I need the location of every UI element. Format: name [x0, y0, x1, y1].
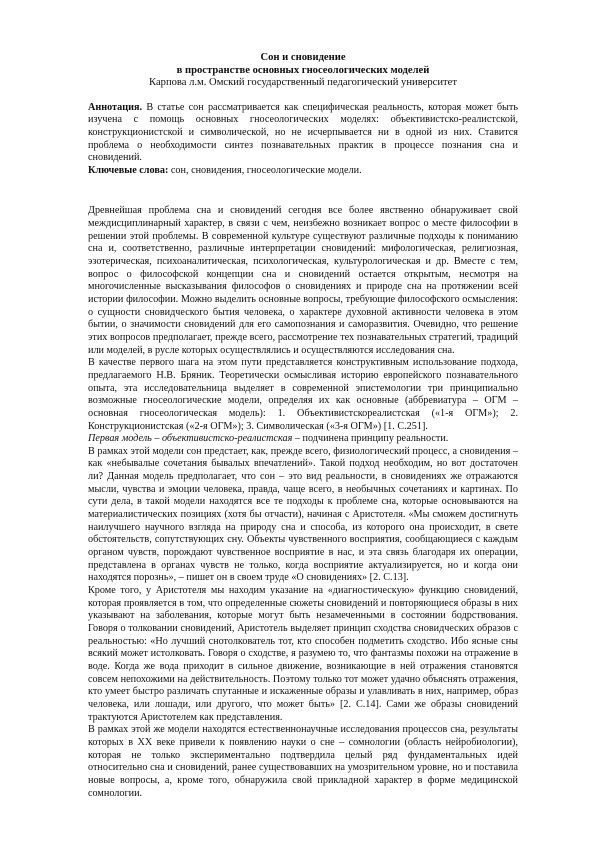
paragraph-4: В рамках этой модели сон предстает, как, прежде всего, физиологический процесс, а сновидения – как «небывалые сочетания бывалых впечатлений». Такой подход необходим, но вот достаточен ли? Данная модель предполагает, что сон – это вид реальности, в сновидениях же отражаются мысли, чувства и эмоции человека, правда, чаще всего, в необычных сочетаниях и картинах. По сути дела, в такой модели находятся все те подходы к проблеме сна, которые основываются на материалистических позициях (хотя бы отчасти), начиная с Аристотеля. «Мы сможем достигнуть наилучшего научного взгляда на природу сна и способа, из которого она происходит, в свете обстоятельств, сопутствующих сну. Объекты чувственного восприятия, сообщающиеся с каждым органом чувств, порождают чувственное восприятие в нас, и эта связь благодаря их операции, представлена в органах чувств не только, когда восприятие актуализируется, но и когда они находятся порознь», – пишет он в своем труде «О сновидениях» [2. С.13]. — [88, 445, 518, 584]
keywords — [88, 165, 518, 178]
paragraph-2: В качестве первого шага на этом пути представляется конструктивным использование подхода, предлагаемого Н.В. Бряник. Теоретически осмысливая историю европейского познавательного опыта, эта исследовательница выделяет в современной эпистемологии три принципиально возможные гносеологические модели, определяя их как основные (аббревиатура – ОГМ – основная гносеологическая модель): 1. Объективистскореалистская («1-я ОГМ»); 2. Конструкционистская («2-я ОГМ»); 3. Символическая («3-я ОГМ») [1. С.251]. — [88, 357, 518, 432]
title-line-2: в пространстве основных гносеологических моделей — [176, 64, 430, 76]
paragraph-1: Древнейшая проблема сна и сновидений сегодня все более явственно обнаруживает свой междисциплинарный характер, в связи с чем, неизбежно возникает вопрос о месте философии в решении этой проблемы. В современной культуре существуют различные подходы к пониманию сна и, соответственно, различные интерпретации сновидений: мифологическая, религиозная, эзотерическая, психоаналитическая, психологическая, культурологическая и др. Вместе с тем, вопрос о философской концепции сна и сновидений остается открытым, несмотря на многочисленные высказывания философов о сновидениях и природе сна на протяжении всей истории философии. Можно выделить основные вопросы, требующие философского осмысления: о сущности сновидческого бытия человека, о характере духовной активности человека в этом бытии, о значимости сновидений для его самопознания и саморазвития. Очевидно, что решение этих вопросов предполагает, прежде всего, рассмотрение тех познавательных стратегий, традиций или моделей, в русле которых осуществлялись и осуществляются исследования сна. — [88, 205, 518, 356]
model-heading-rest: – подчинена принципу реальности. — [292, 433, 449, 445]
document-page — [88, 52, 518, 800]
author-affiliation: Карпова л.м. Омский государственный педагогический университет — [149, 77, 457, 89]
model-heading-italic: Первая модель – объективистско-реалистская — [88, 433, 293, 445]
paragraph-3 — [88, 433, 518, 446]
abstract — [88, 102, 518, 165]
paragraph-5: Кроме того, у Аристотеля мы находим указание на «диагностическую» функцию сновидений, которая проявляется в том, что определенные сюжеты сновидений и повторяющиеся образы в них указывают на заболевания, которые могут быть незамеченными в состоянии бодрствования. Говоря о толковании сновидений, Аристотель выделяет принцип сходства сновидческих образов с реальностью: «Но лучший снотолкователь тот, кто способен подметить сходство. Ибо ясные сны всякий может истолковать. Говоря о сходстве, я разумею то, что фантазмы похожи на отражение в воде. Когда же вода приходит в сильное движение, возникающие в ней отражения становятся совсем непохожими на действительность. Поэтому только тот может удачно объяснять отражения, кто умеет быстро различать спутанные и искаженные образы и улавливать в них, например, образ человека, или лошади, или другого, что может быть» [2. С.14]. Сами же образы сновидений трактуются Аристотелем как представления. — [88, 585, 518, 723]
paper-title — [88, 52, 518, 77]
abstract-label: Аннотация. — [88, 101, 143, 113]
body-text — [88, 205, 518, 800]
abstract-text: В статье сон рассматривается как специфическая реальность, которая может быть изучена с помощь основных гносеологических моделях: объективистско-реалистской, конструкционистской и символической, но не исчерпывается ни в одной из них. Ставится проблема о необходимости синтез познавательных практик в процессе познания сна и сновидений. — [88, 101, 518, 164]
paragraph-6: В рамках этой же модели находятся естественнонаучные исследования процессов сна, результаты которых в XX веке привели к появлению науки о сне – сомнологии (область нейробиологии), которая не только экспериментально подтвердила целый ряд фундаментальных идей относительно сна и сновидений, ранее существовавших на умозрительном уровне, но и поставила новые вопросы, а, кроме того, обнаружила свой прикладной характер в форме медицинской сомнологии. — [88, 724, 518, 799]
title-line-1: Сон и сновидение — [260, 52, 346, 63]
keywords-label: Ключевые слова: — [88, 164, 169, 176]
keywords-text: сон, сновидения, гносеологические модели. — [168, 164, 362, 176]
